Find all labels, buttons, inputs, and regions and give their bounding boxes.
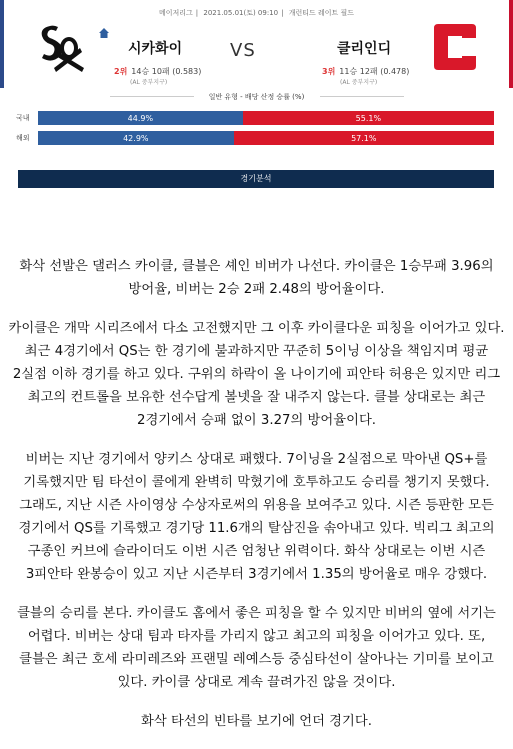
analysis-banner: 경기분석 [18,170,494,188]
white-sox-logo [36,22,88,74]
home-team-division: (AL 중부지구) [130,79,168,86]
match-header [0,0,513,190]
analysis-article [8,255,505,749]
match-datetime: 2021.05.01(토) 09:10 [203,9,279,17]
home-team-name: 시카화이 [128,41,183,57]
win-rate-bar [38,131,494,145]
home-team-record [114,66,201,77]
article-paragraph: 클블의 승리를 본다. 카이클도 홈에서 좋은 피칭을 할 수 있지만 비버의 옆에 서기는 어렵다. 비버는 상대 팀과 타자를 가리지 않고 최고의 피칭을 이어가고 있다. 또, 클블은 최근 호세 라미레즈와 프랜밀 레예스등 중심타선이 살아나는 기미를 보이고 있다. 카이클 상대로 계속 끌려가진 않을 것이다. [17,606,496,690]
away-win-rate-segment: 57.1% [234,131,494,145]
away-win-rate-segment: 55.1% [243,111,494,125]
article-paragraph: 화삭 선발은 댈러스 카이클, 클블은 셰인 비버가 나선다. 카이클은 1승무패 3.96의 방어율, 비버는 2승 2패 2.48의 방어율이다. [19,259,494,297]
article-paragraph: 화삭 타선의 빈타를 보기에 언더 경기다. [141,714,372,729]
versus-label: VS [230,40,256,61]
article-paragraph: 카이클은 개막 시리즈에서 다소 고전했지만 그 이후 카이클다운 피칭을 이어가고 있다. 최근 4경기에서 QS는 한 경기에 불과하지만 꾸준히 5이닝 이상을 책임지며 평균 2실점 이하 경기를 하고 있다. 구위의 하락이 올 나이기에 피안타 허용은 있지만 리그 최고의 컨트롤을 보유한 선수답게 볼넷을 잘 내주지 않는다. 클블 상대로는 최근 2경기에서 승패 없이 3.27의 방어율이다. [8,321,505,428]
away-team-name: 클리인디 [337,41,392,57]
home-icon [99,28,109,38]
article-paragraph: 비버는 지난 경기에서 양키스 상대로 패했다. 7이닝을 2실점으로 막아낸 QS+를 기록했지만 팀 타선이 콜에게 완벽히 막혔기에 호투하고도 승리를 챙기지 못했다. 그래도, 지난 시즌 사이영상 수상자로써의 위용을 보여주고 있다. 시즌 등판한 모든 경기에서 QS를 기록했고 경기당 11.6개의 탈삼진을 솎아내고 있다. 빅리그 최고의 구종인 커브에 슬라이더도 이번 시즌 엄청난 위력이다. 화삭 상대로는 이번 시즌 3피안타 완봉승이 있고 지난 시즌부터 3경기에서 1.35의 방어율로 매우 강했다. [18,452,495,582]
win-rate-row-overseas [0,131,513,145]
home-win-rate-segment: 42.9% [38,131,234,145]
win-rate-label: 해외 [16,134,30,142]
match-meta: 메이저리그 | 2021.05.01(토) 09:10 | 개런티드 레이트 필드 [158,9,354,17]
basis-rule-right [320,96,404,97]
away-team-division: (AL 중부지구) [340,79,378,86]
win-rate-basis-title: 일반 유형 - 배당 산정 승률 (%) [208,93,305,101]
win-rate-row-domestic [0,111,513,125]
win-rate-bar [38,111,494,125]
venue-label: 개런티드 레이트 필드 [288,9,354,17]
home-team-rank: 2위 [114,67,128,76]
home-win-rate-segment: 44.9% [38,111,243,125]
win-rate-label: 국내 [16,114,30,122]
indians-logo [432,20,478,74]
home-team-wl: 14승 10패 (0.583) [131,67,202,76]
away-team-rank: 3위 [322,67,336,76]
away-team-record [322,66,409,77]
away-team-wl: 11승 12패 (0.478) [339,67,410,76]
league-label: 메이저리그 [158,9,193,17]
